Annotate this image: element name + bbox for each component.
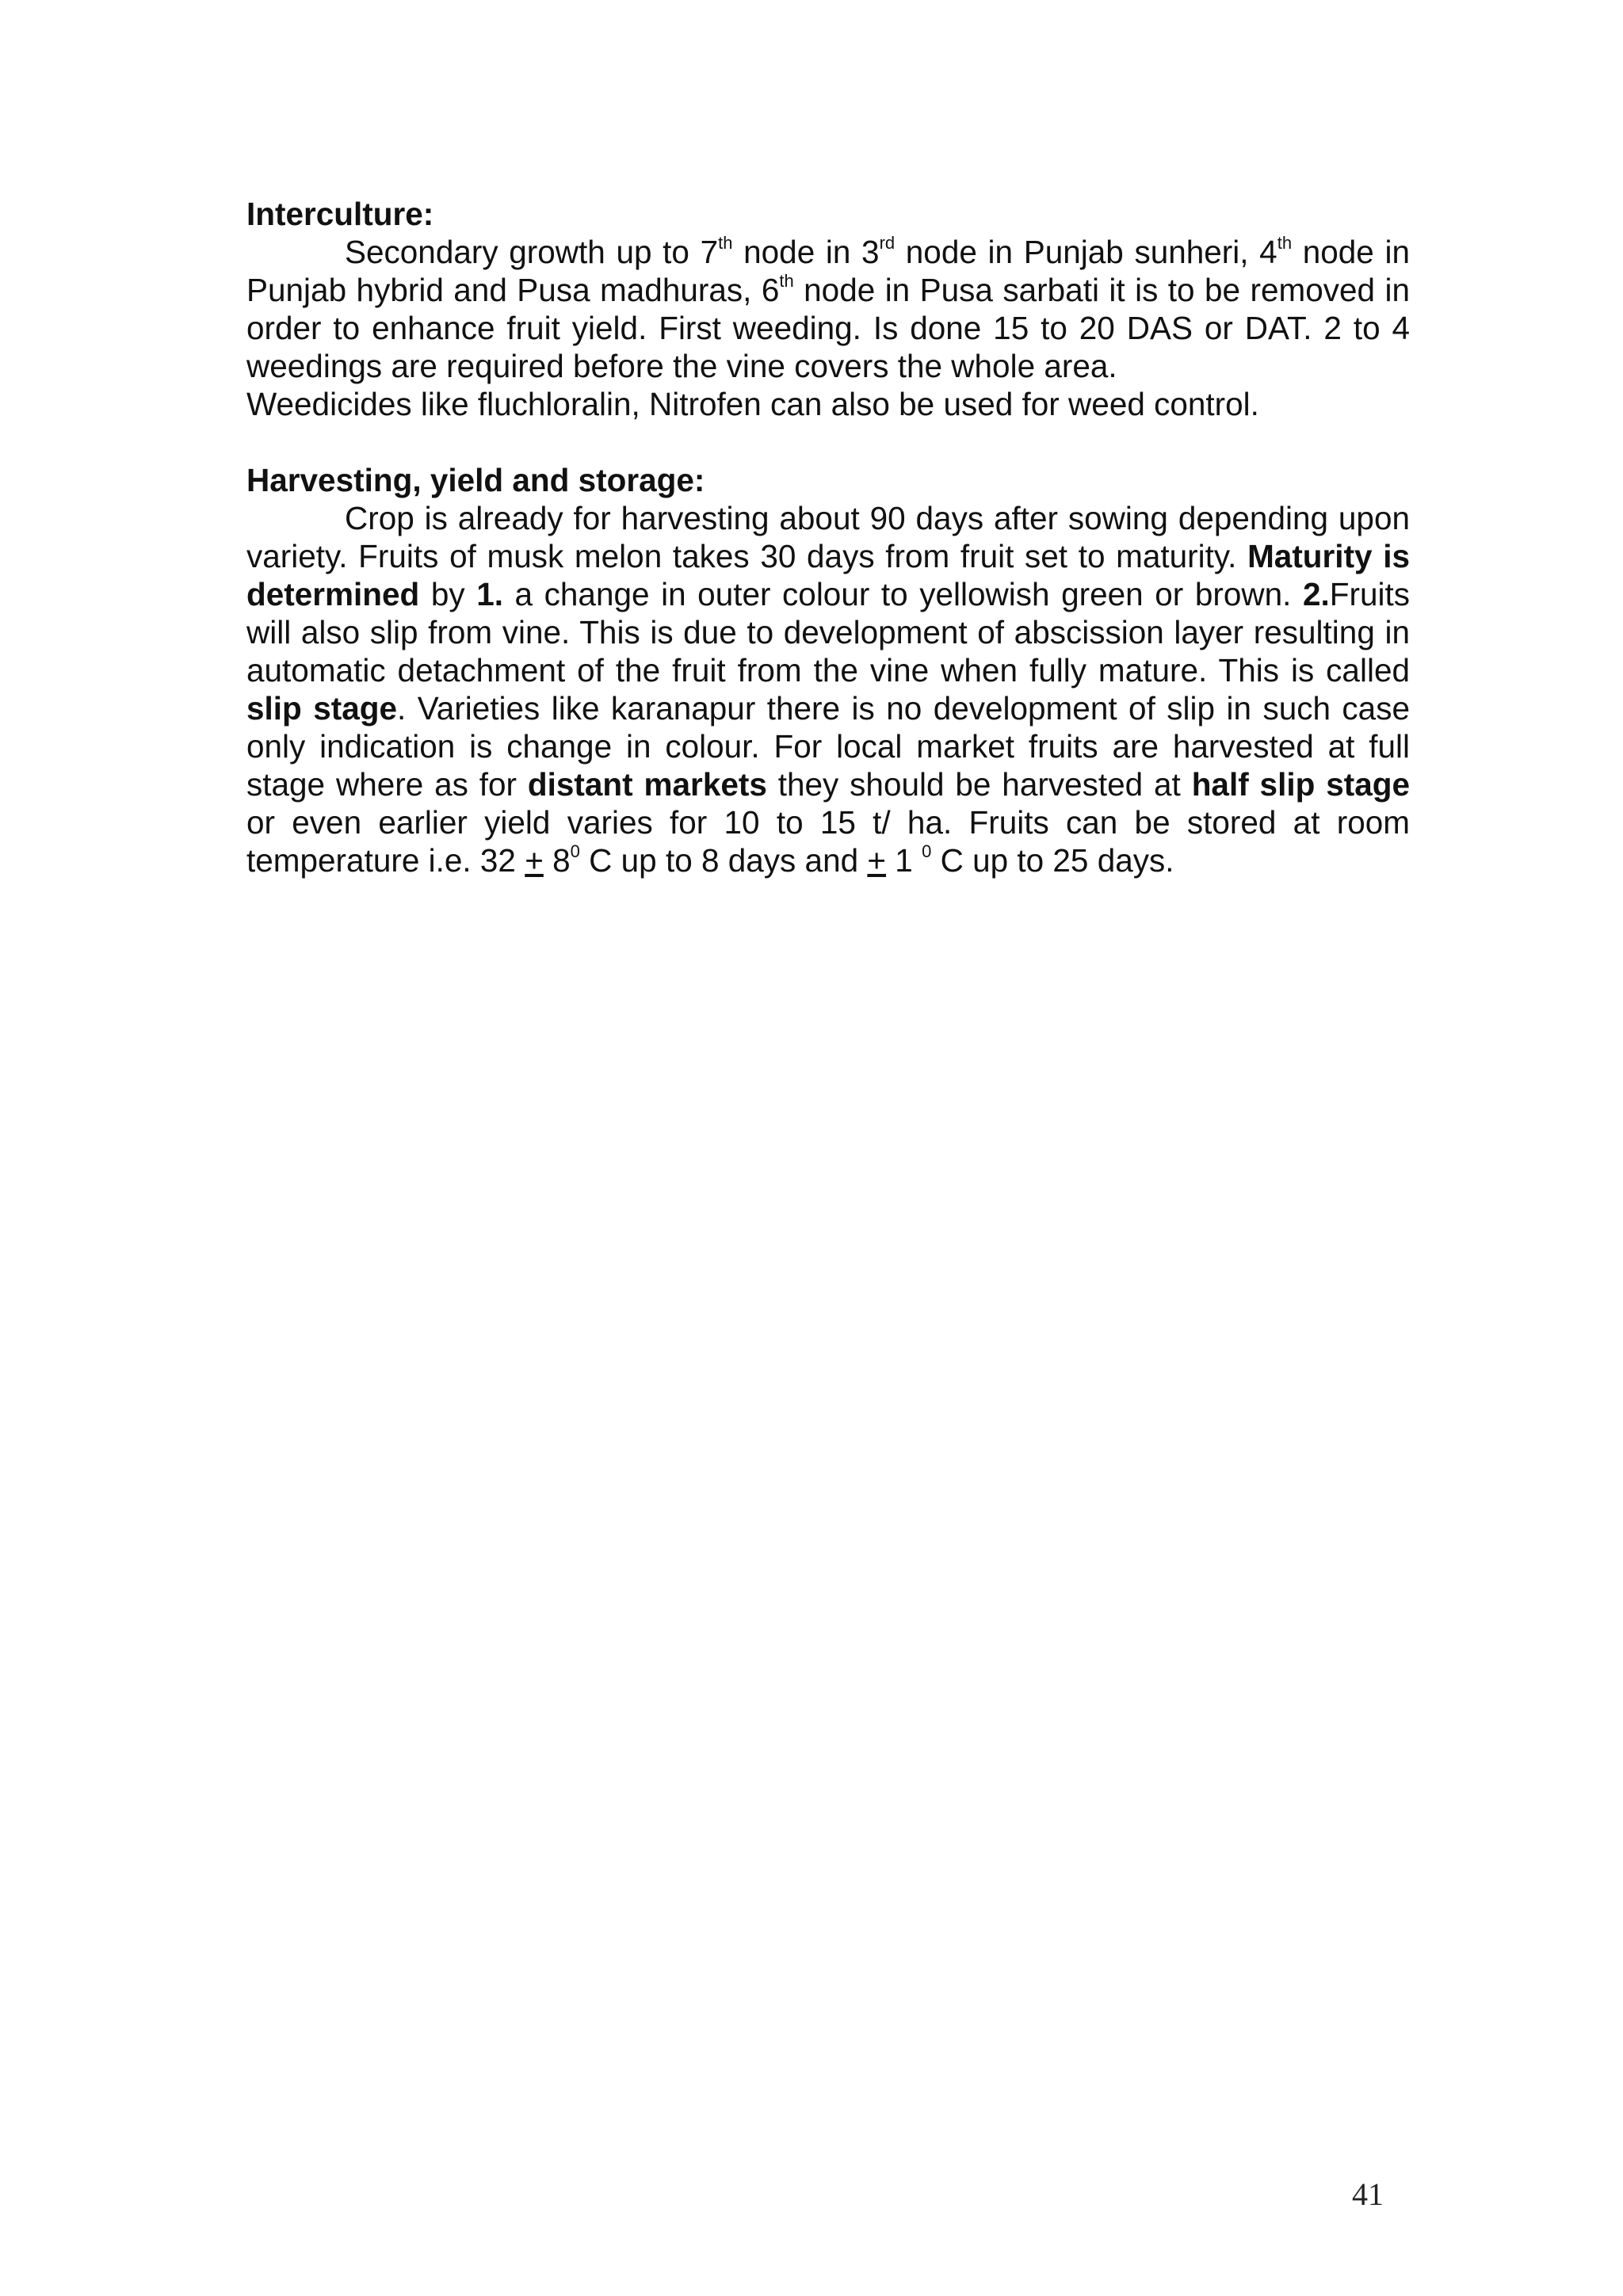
bold-term: 2. xyxy=(1302,576,1330,612)
harvesting-text: they should be harvested at xyxy=(766,766,1192,803)
harvesting-text: 1 xyxy=(886,842,922,879)
interculture-heading: Interculture: xyxy=(246,196,434,232)
bold-term: distant markets xyxy=(527,766,767,803)
page-number: 41 xyxy=(1352,2176,1384,2212)
harvesting-text: or even earlier yield varies for 10 to 15 t/ ha. Fruits can be stored at room temperature i.e. 32 xyxy=(246,804,1410,879)
harvesting-paragraph xyxy=(246,499,1410,879)
bold-term: slip stage xyxy=(246,690,398,727)
superscript: rd xyxy=(879,233,896,253)
harvesting-text: C up to 25 days. xyxy=(931,842,1174,879)
superscript: th xyxy=(1277,233,1293,253)
harvesting-text: by xyxy=(419,576,477,612)
interculture-text: node in 3 xyxy=(732,234,880,270)
bold-term: 1. xyxy=(476,576,503,612)
harvesting-text: Fruits will also slip from vine. This is due to development of abscission layer resulting in automatic detachment of the fruit from the vine when fully mature. This is called xyxy=(246,576,1410,688)
harvesting-text: . Varieties like karanapur there is no development of slip in such case only indication is change in colour. For local market fruits are harvested at full stage where as for xyxy=(246,690,1410,803)
interculture-text: Secondary growth up to 7 xyxy=(345,234,719,270)
harvesting-text: 8 xyxy=(543,842,571,879)
interculture-text: node in Pusa sarbati it is to be removed in order to enhance fruit yield. First weeding. Is done 15 to 20 DAS or DAT. 2 to 4 weedings are required before the vine covers the whole area. xyxy=(246,272,1410,384)
superscript: th xyxy=(779,271,794,291)
plus-minus-sign: + xyxy=(867,842,887,879)
harvesting-text: Crop is already for harvesting about 90 days after sowing depending upon variety. Fruits of musk melon takes 30 days from fruit set to maturity. xyxy=(246,500,1410,574)
section-gap xyxy=(246,423,1410,461)
harvesting-text: C up to 8 days and xyxy=(579,842,868,879)
interculture-paragraph xyxy=(246,233,1410,385)
weedicides-line: Weedicides like fluchloralin, Nitrofen can also be used for weed control. xyxy=(246,386,1259,422)
harvesting-heading: Harvesting, yield and storage: xyxy=(246,462,705,498)
interculture-text: node in Punjab hybrid and Pusa madhuras, 6 xyxy=(246,234,1410,308)
superscript: 0 xyxy=(570,841,580,861)
interculture-text: node in Punjab sunheri, 4 xyxy=(895,234,1277,270)
superscript: 0 xyxy=(922,841,932,861)
harvesting-text: a change in outer colour to yellowish green or brown. xyxy=(503,576,1303,612)
page-content xyxy=(246,195,1410,879)
superscript: th xyxy=(718,233,733,253)
bold-term: half slip stage xyxy=(1191,766,1410,803)
plus-minus-sign: + xyxy=(525,842,544,879)
bold-term: Maturity is determined xyxy=(246,538,1410,612)
